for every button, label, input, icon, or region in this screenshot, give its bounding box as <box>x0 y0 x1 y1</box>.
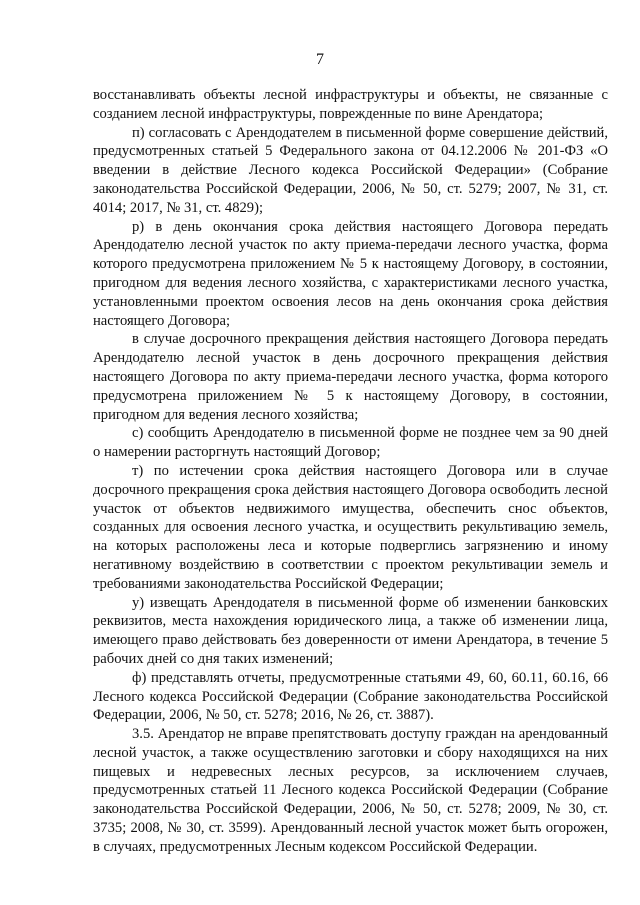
paragraph-early-termination: в случае досрочного прекращения действия настоящего Договора передать Арендодателю лесной участок в день досрочного прекращения действия настоящего Договора по акту приема-передачи лесного участка, форма которого предусмотрена приложением № 5 к настоящему Договору, в состоянии, пригодном для ведения лесного хозяйства; <box>93 331 608 423</box>
paragraph-item-s: с) сообщить Арендодателю в письменной форме не позднее чем за 90 дней о намерении расторгнуть настоящий Договор; <box>93 425 608 461</box>
paragraph-item-f: ф) представлять отчеты, предусмотренные статьями 49, 60, 60.11, 60.16, 66 Лесного кодекса Российской Федерации (Собрание законодательства Российской Федерации, 2006, № 50, ст. 5278; 2016, № 26, ст. 3887). <box>93 669 608 724</box>
document-body <box>93 86 608 857</box>
page-number: 7 <box>316 51 324 68</box>
paragraph-continuation: восстанавливать объекты лесной инфраструктуры и объекты, не связанные с созданием лесной инфраструктуры, поврежденные по вине Арендатора; <box>93 87 608 122</box>
paragraph-item-r: р) в день окончания срока действия настоящего Договора передать Арендодателю лесной участок по акту приема-передачи лесного участка, форма которого предусмотрена приложением № 5 к настоящему Договору, в состоянии, пригодном для ведения лесного хозяйства, с характеристиками лесного участка, установленными проектом освоения лесов на день окончания срока действия настоящего Договора; <box>93 218 608 329</box>
paragraph-section-3-5: 3.5. Арендатор не вправе препятствовать доступу граждан на арендованный лесной участок, а также осуществлению заготовки и сбору находящихся на них пищевых и недревесных лесных ресурсов, за исключением случаев, предусмотренных статьей 11 Лесного кодекса Российской Федерации (Собрание законодательства Российской Федерации, 2006, № 50, ст. 5278; 2009, № 30, ст. 3735; 2008, № 30, ст. 3599). Арендованный лесной участок может быть огорожен, в случаях, предусмотренных Лесным кодексом Российской Федерации. <box>93 726 608 855</box>
paragraph-item-t: т) по истечении срока действия настоящего Договора или в случае досрочного прекращения срока действия настоящего Договора освободить лесной участок от объектов недвижимого имущества, обеспечить снос объектов, созданных для освоения лесного участка, и осуществить рекультивацию земель, на которых расположены леса и которые подверглись загрязнению и иному негативному воздействию в соответствии с проектом рекультивации земель и требованиями законодательства Российской Федерации; <box>93 462 608 592</box>
paragraph-item-u: у) извещать Арендодателя в письменной форме об изменении банковских реквизитов, места нахождения юридического лица, а также об изменении лица, имеющего право действовать без доверенности от имени Арендатора, в течение 5 рабочих дней со дня таких изменений; <box>93 594 608 667</box>
paragraph-item-p: п) согласовать с Арендодателем в письменной форме совершение действий, предусмотренных статьей 5 Федерального закона от 04.12.2006 № 201-ФЗ «О введении в действие Лесного кодекса Российской Федерации» (Собрание законодательства Российской Федерации, 2006, № 50, ст. 5279; 2007, № 31, ст. 4014; 2017, № 31, ст. 4829); <box>93 124 608 216</box>
